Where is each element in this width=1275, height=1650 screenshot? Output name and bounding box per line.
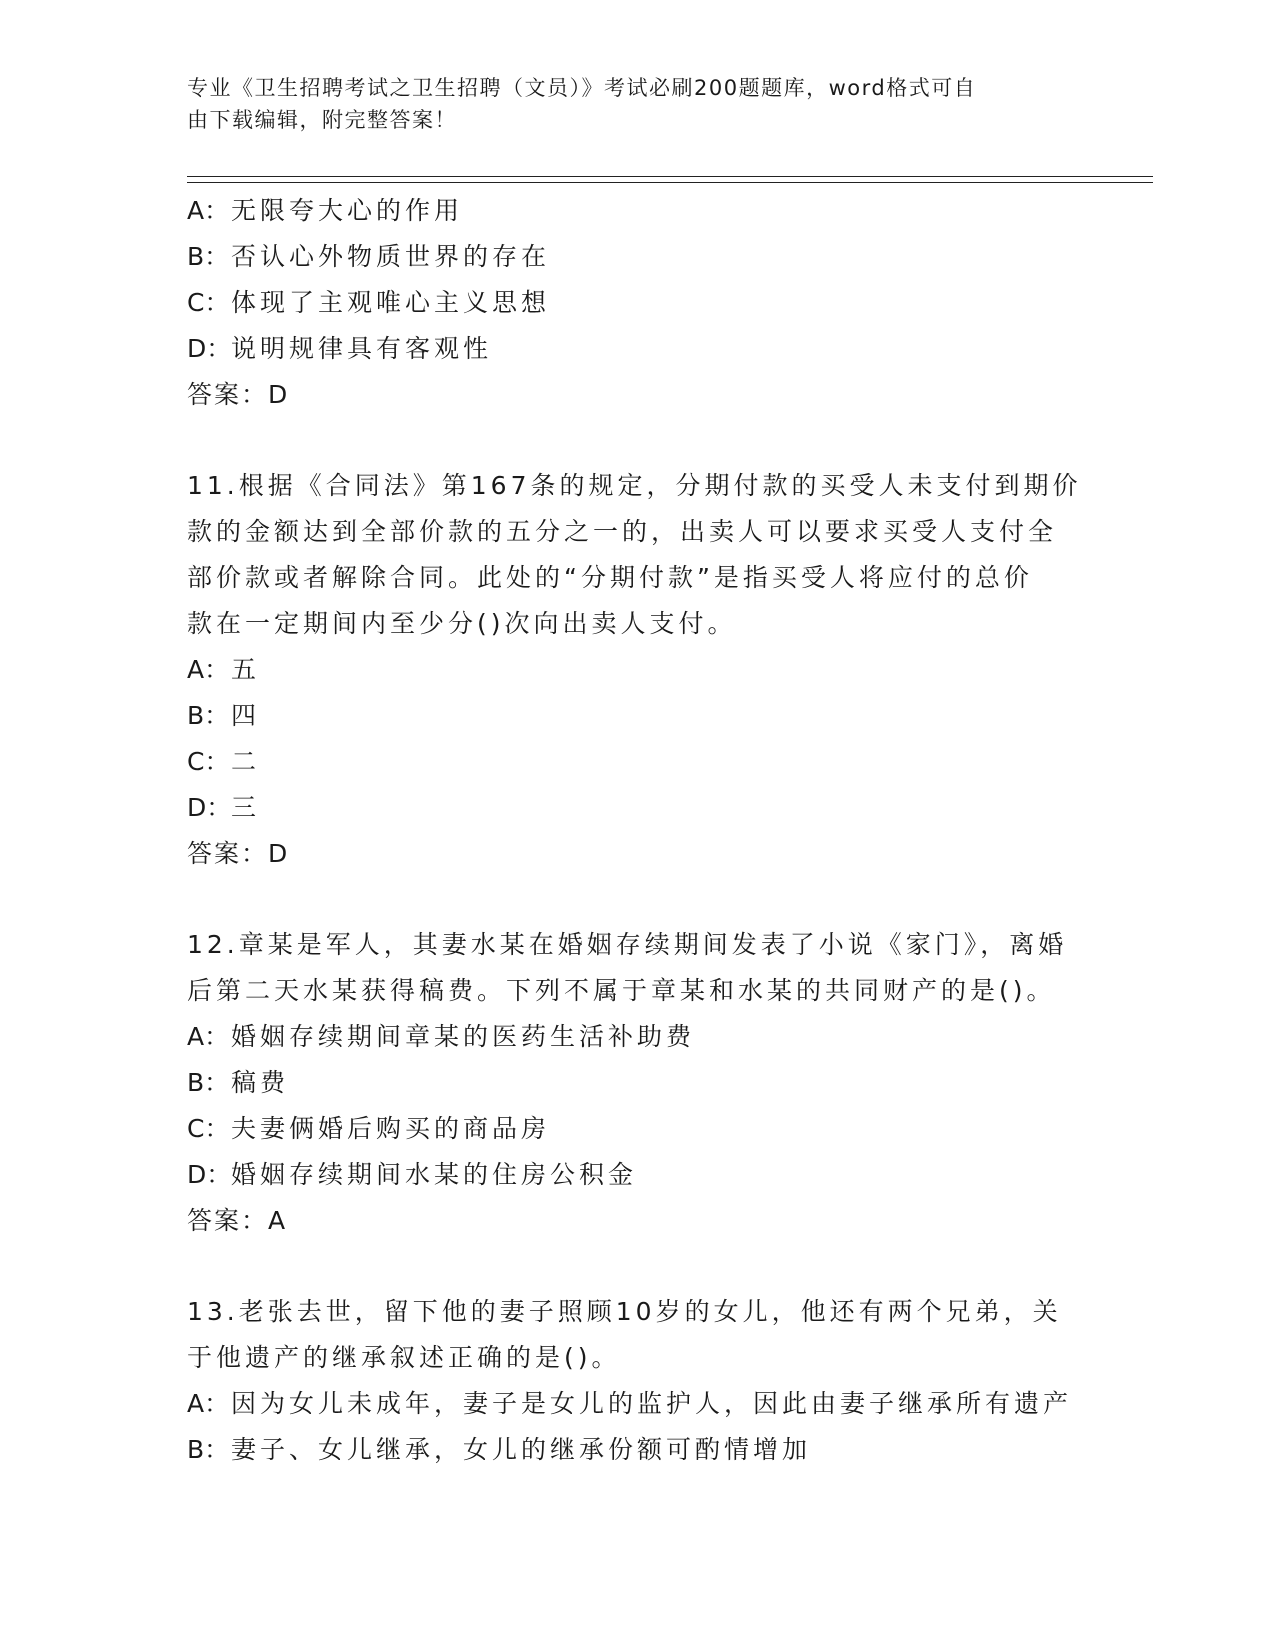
option-a: A：五 <box>187 655 261 684</box>
option-a: A：因为女儿未成年，妻子是女儿的监护人，因此由妻子继承所有遗产 <box>187 1389 1073 1418</box>
question-13 <box>187 1289 1087 1473</box>
document-header <box>187 72 1087 136</box>
option-a: A：婚姻存续期间章某的医药生活补助费 <box>187 1022 696 1051</box>
option-b: B：四 <box>187 701 261 730</box>
question-stem-line: 款的金额达到全部价款的五分之一的，出卖人可以要求买受人支付全 <box>187 517 1058 546</box>
header-rule-top <box>187 176 1153 177</box>
document-body <box>187 188 1087 1473</box>
answer: 答案：A <box>187 1206 288 1235</box>
question-10-options <box>187 188 1087 418</box>
question-12 <box>187 922 1087 1244</box>
option-d: D：三 <box>187 793 261 822</box>
header-rule-bottom <box>187 182 1153 183</box>
question-stem-line: 13.老张去世，留下他的妻子照顾10岁的女儿，他还有两个兄弟，关 <box>187 1297 1062 1326</box>
question-stem-line: 后第二天水某获得稿费。下列不属于章某和水某的共同财产的是()。 <box>187 976 1056 1005</box>
header-title-line-2: 由下载编辑，附完整答案！ <box>187 108 457 132</box>
question-stem-line: 12.章某是军人，其妻水某在婚姻存续期间发表了小说《家门》，离婚 <box>187 930 1068 959</box>
option-c: C：体现了主观唯心主义思想 <box>187 288 551 317</box>
option-d: D：婚姻存续期间水某的住房公积金 <box>187 1160 638 1189</box>
option-d: D：说明规律具有客观性 <box>187 334 493 363</box>
question-stem-line: 部价款或者解除合同。此处的“分期付款”是指买受人将应付的总价 <box>187 563 1033 592</box>
option-b: B：妻子、女儿继承，女儿的继承份额可酌情增加 <box>187 1435 812 1464</box>
answer: 答案：D <box>187 380 290 409</box>
question-stem-line: 款在一定期间内至少分()次向出卖人支付。 <box>187 609 737 638</box>
option-a: A：无限夸大心的作用 <box>187 196 464 225</box>
option-b: B：否认心外物质世界的存在 <box>187 242 551 271</box>
option-c: C：夫妻俩婚后购买的商品房 <box>187 1114 551 1143</box>
option-c: C：二 <box>187 747 261 776</box>
question-stem-line: 11.根据《合同法》第167条的规定，分期付款的买受人未支付到期价 <box>187 471 1082 500</box>
question-11 <box>187 463 1087 877</box>
header-title-line-1: 专业《卫生招聘考试之卫生招聘（文员）》考试必刷200题题库，word格式可自 <box>187 76 977 100</box>
option-b: B：稿费 <box>187 1068 290 1097</box>
question-stem-line: 于他遗产的继承叙述正确的是()。 <box>187 1343 621 1372</box>
answer: 答案：D <box>187 839 290 868</box>
